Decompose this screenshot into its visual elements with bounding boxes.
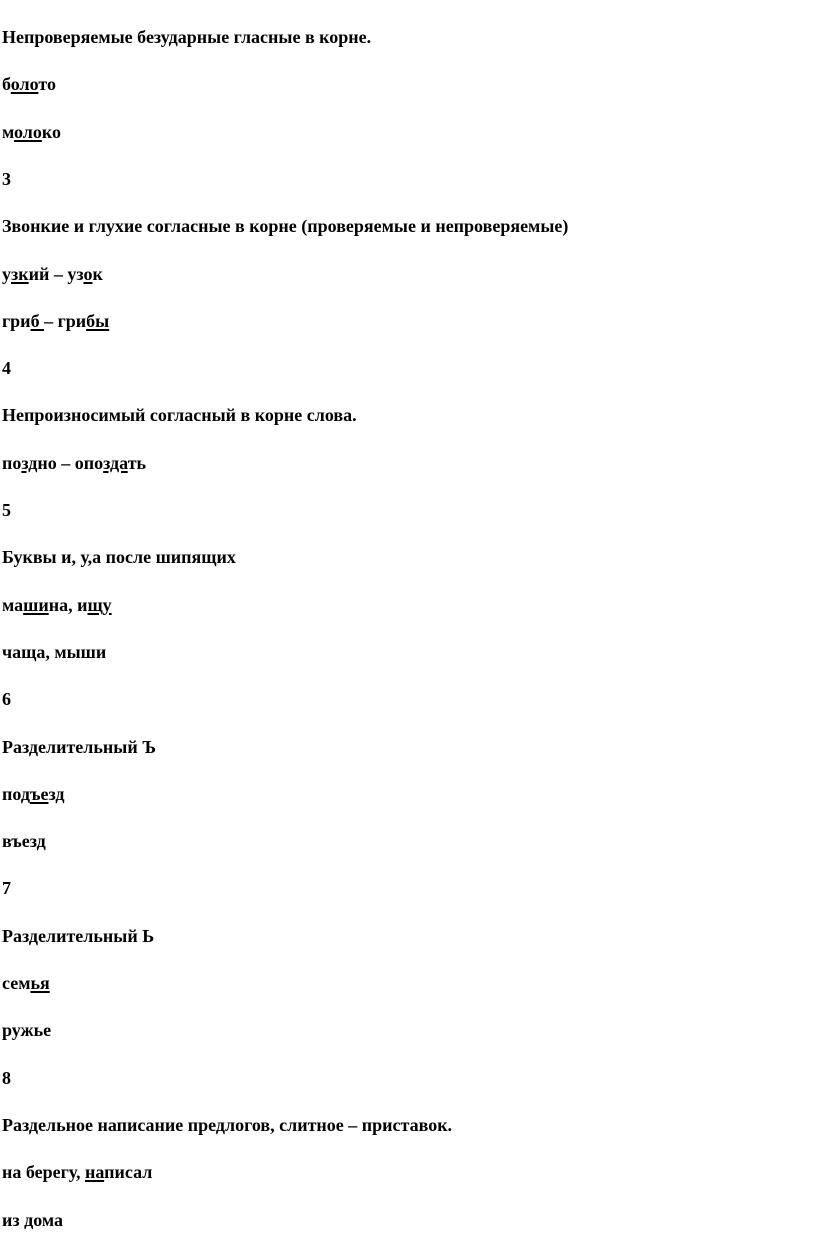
text-fragment: ть	[127, 452, 147, 473]
text-fragment: Разделительный Ъ	[2, 736, 156, 757]
text-fragment: м	[2, 121, 15, 142]
underlined-fragment: оло	[14, 121, 42, 142]
document-line	[2, 784, 64, 804]
document-line	[2, 642, 106, 662]
document-line	[2, 500, 11, 520]
underlined-fragment: зк	[11, 263, 29, 284]
document-line	[2, 216, 568, 236]
text-fragment: Буквы и, у,а после шипящих	[2, 547, 236, 568]
text-fragment: но – опо	[37, 452, 104, 473]
text-fragment: Разделительный Ь	[2, 925, 155, 946]
text-fragment: по	[2, 452, 22, 473]
text-fragment: из дома	[2, 1209, 64, 1230]
text-fragment: чаща, мыши	[2, 641, 107, 662]
text-fragment: – гри	[44, 310, 87, 331]
text-fragment: 3	[2, 168, 11, 189]
underlined-fragment: зд	[21, 452, 38, 473]
document-line	[2, 878, 11, 898]
text-fragment: 6	[2, 689, 11, 710]
text-fragment: писал	[104, 1162, 153, 1183]
text-fragment: ма	[2, 594, 24, 615]
underlined-fragment: ья	[30, 973, 50, 993]
text-fragment: 5	[2, 500, 11, 520]
document-line	[2, 27, 371, 47]
text-fragment: зд	[48, 783, 65, 804]
underlined-fragment: на	[85, 1162, 105, 1183]
text-fragment: Непроверяемые безударные гласные в корне.	[2, 27, 372, 47]
underlined-fragment: о	[83, 263, 93, 284]
document-line	[2, 74, 56, 94]
document-line	[2, 1115, 452, 1135]
text-fragment: ий – уз	[28, 263, 84, 284]
underlined-fragment: ши	[23, 594, 49, 615]
text-fragment: на, и	[48, 594, 88, 615]
document-line	[2, 737, 156, 757]
document-line	[2, 926, 154, 946]
text-fragment: у	[2, 263, 11, 284]
text-fragment: ко	[41, 121, 62, 142]
text-fragment: сем	[2, 973, 31, 993]
document-line	[2, 1068, 11, 1088]
text-fragment: Непроизносимый согласный в корне слова.	[2, 405, 357, 426]
text-fragment: 4	[2, 358, 11, 379]
text-fragment: гри	[2, 310, 31, 331]
document-line	[2, 973, 50, 993]
document-line	[2, 311, 109, 331]
text-fragment: Раздельное написание предлогов, слитное – приставок.	[2, 1114, 453, 1135]
document-line	[2, 547, 236, 567]
document-line	[2, 1162, 152, 1182]
document-line	[2, 169, 11, 189]
text-fragment: то	[38, 74, 56, 95]
document-line	[2, 831, 46, 851]
underlined-fragment: зда	[103, 452, 128, 473]
document-line	[2, 264, 103, 284]
underlined-fragment: оло	[10, 74, 39, 95]
text-fragment: ружье	[2, 1020, 52, 1041]
text-fragment: Звонкие и глухие согласные в корне (проверяемые и непроверяемые)	[2, 216, 569, 237]
document-line	[2, 595, 112, 615]
document-line	[2, 1210, 63, 1230]
underlined-fragment: б	[30, 310, 45, 331]
text-fragment: к	[92, 263, 103, 284]
text-fragment: б	[2, 74, 11, 95]
underlined-fragment: щу	[87, 594, 112, 615]
document-line	[2, 1020, 51, 1040]
document-line	[2, 689, 11, 709]
text-fragment: 7	[2, 878, 11, 899]
text-fragment: 8	[2, 1067, 11, 1088]
text-fragment: въезд	[2, 831, 46, 852]
document-line	[2, 358, 11, 378]
text-fragment: под	[2, 783, 30, 804]
underlined-fragment: ъе	[29, 783, 49, 804]
text-fragment: на берегу,	[2, 1162, 85, 1183]
document-line	[2, 453, 146, 473]
document-line	[2, 405, 357, 425]
document-line	[2, 122, 61, 142]
underlined-fragment: бы	[86, 310, 110, 331]
